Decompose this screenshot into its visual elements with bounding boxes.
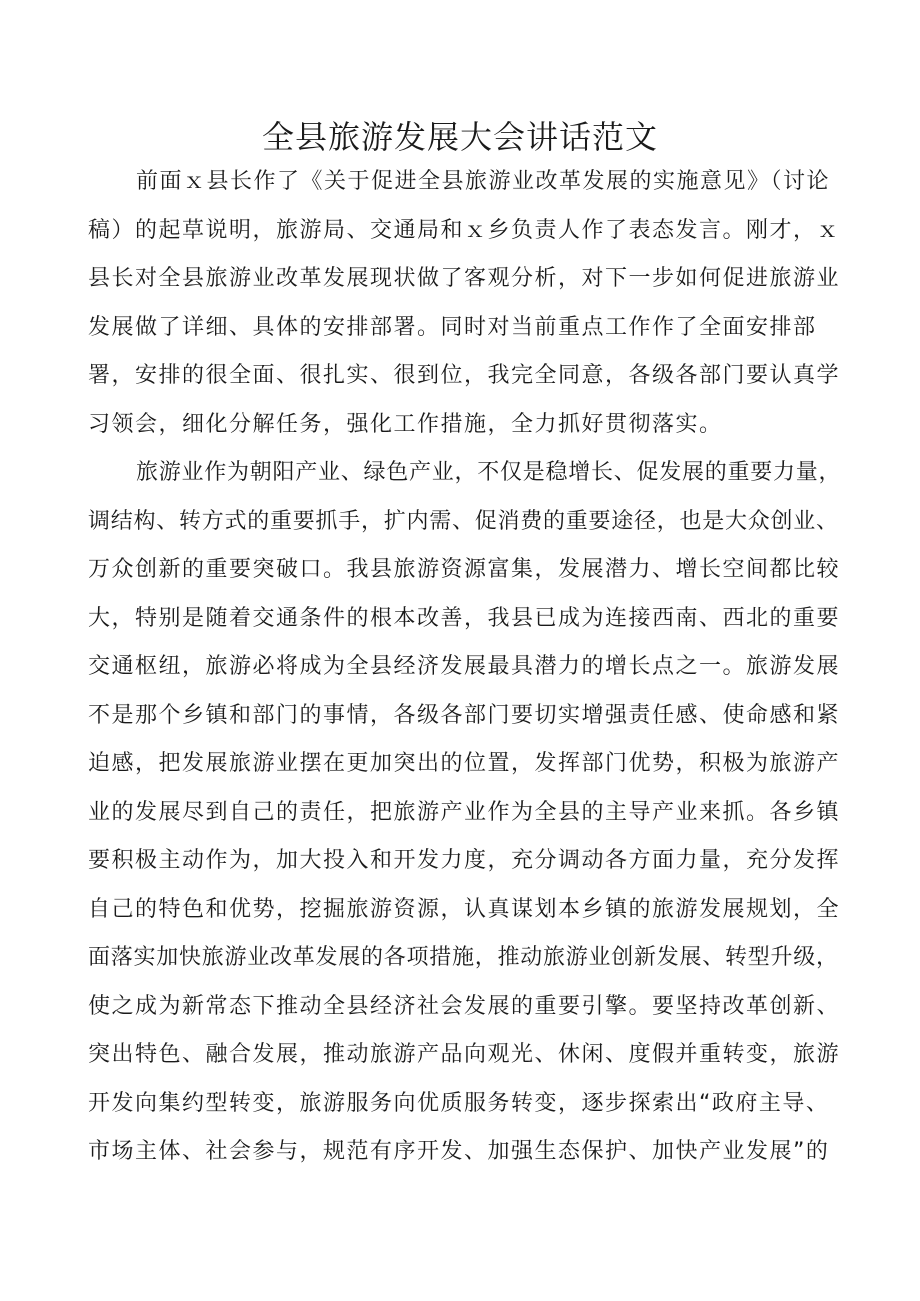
paragraph-1-line-1: 前面ｘ县长作了《关于促进全县旅游业改革发展的实施意见》（讨论 <box>136 169 831 194</box>
paragraph-1-line-3: 县长对全县旅游业改革发展现状做了客观分析，对下一步如何促进旅游业 <box>88 266 841 291</box>
paragraph-2-line-14: 开发向集约型转变，旅游服务向优质服务转变，逐步探索出“政府主导、 <box>88 1090 830 1116</box>
paragraph-2-line-8: 业的发展尽到自己的责任，把旅游产业作为全县的主导产业来抓。各乡镇 <box>88 799 841 825</box>
page-title: 全县旅游发展大会讲话范文 <box>261 118 658 156</box>
paragraph-2-line-4: 大，特别是随着交通条件的根本改善，我县已成为连接西南、西北的重要 <box>88 605 841 631</box>
paragraph-1-line-5: 署，安排的很全面、很扎实、很到位，我完全同意，各级各部门要认真学 <box>88 363 841 388</box>
paragraph-2-line-15: 市场主体、社会参与，规范有序开发、加强生态保护、加快产业发展”的 <box>88 1139 830 1164</box>
paragraph-2-line-9: 要积极主动作为，加大投入和开发力度，充分调动各方面力量，充分发挥 <box>88 848 841 873</box>
paragraph-2-line-3: 万众创新的重要突破口。我县旅游资源富集，发展潜力、增长空间都比较 <box>88 557 841 582</box>
paragraph-1-line-2: 稿）的起草说明，旅游局、交通局和ｘ乡负责人作了表态发言。刚才，ｘ <box>88 217 841 243</box>
document-body <box>88 158 846 1177</box>
paragraph-1-line-4: 发展做了详细、具体的安排部署。同时对当前重点工作作了全面安排部 <box>88 314 817 340</box>
paragraph-2-line-10: 自己的特色和优势，挖掘旅游资源，认真谋划本乡镇的旅游发展规划，全 <box>88 896 841 922</box>
paragraph-1-line-6: 习领会，细化分解任务，强化工作措施，全力抓好贯彻落实。 <box>88 411 723 437</box>
paragraph-2-line-12: 使之成为新常态下推动全县经济社会发展的重要引擎。要坚持改革创新、 <box>88 993 841 1019</box>
paragraph-2-line-11: 面落实加快旅游业改革发展的各项措施，推动旅游业创新发展、转型升级， <box>88 945 839 970</box>
paragraph-2-line-5: 交通枢纽，旅游必将成为全县经济发展最具潜力的增长点之一。旅游发展 <box>88 654 841 679</box>
paragraph-2-line-2: 调结构、转方式的重要抓手，扩内需、促消费的重要途径，也是大众创业、 <box>88 508 839 534</box>
paragraph-2-line-13: 突出特色、融合发展，推动旅游产品向观光、休闲、度假并重转变，旅游 <box>88 1042 841 1067</box>
paragraph-2-line-1: 旅游业作为朝阳产业、绿色产业，不仅是稳增长、促发展的重要力量， <box>136 460 842 485</box>
paragraph-2-line-6: 不是那个乡镇和部门的事情，各级各部门要切实增强责任感、使命感和紧 <box>88 702 841 728</box>
paragraph-2-line-7: 迫感，把发展旅游业摆在更加突出的位置，发挥部门优势，积极为旅游产 <box>88 751 841 776</box>
